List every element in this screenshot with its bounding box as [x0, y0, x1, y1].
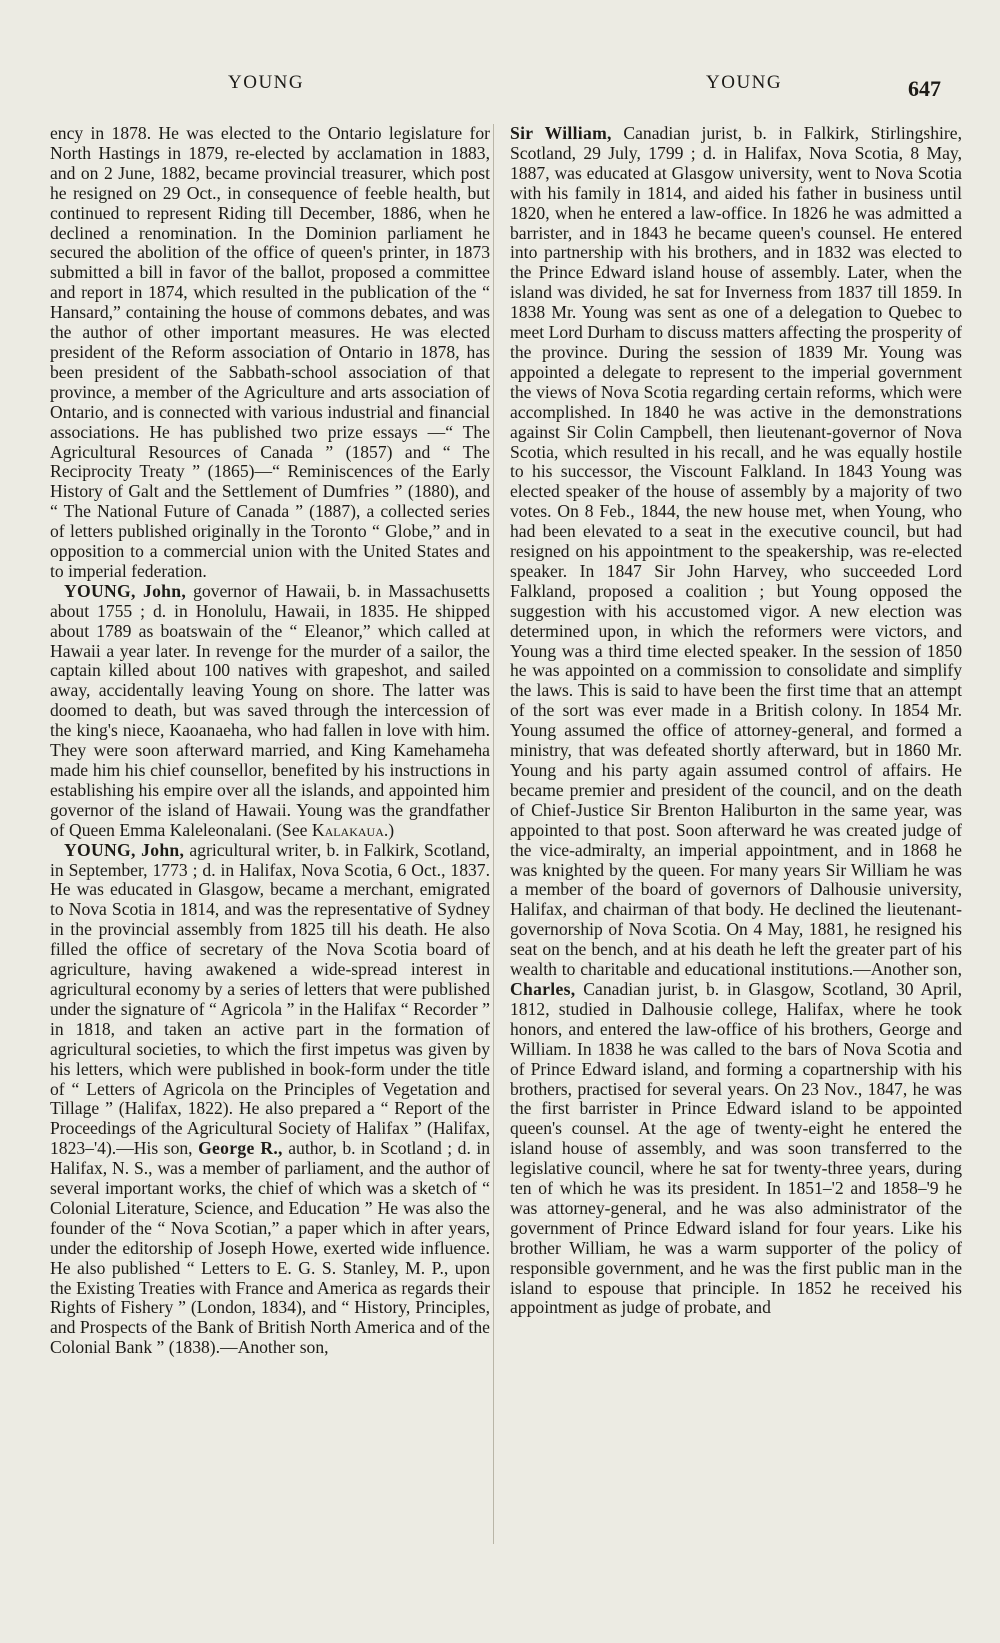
- entry-text: agricultural writer, b. in Falkirk, Scotland, in September, 1773 ; d. in Halifax, Nova Scotia, 6 Oct., 1837. He was educated in Glasgow, became a merchant, emigrated to Nova Scotia in 1814, and was the representative of Sydney in the provincial assembly from 1825 till his death. He also filled the office of secretary of the Nova Scotia board of agriculture, having awakened a wide-spread interest in agricultural economy by a series of letters that were published under the signature of “ Agricola ” in the Halifax “ Recorder ” in 1818, and taken an active part in the formation of agricultural societies, to which the first impetus was given by his letters, which were published in book-form under the title of “ Letters of Agricola on the Principles of Vegetation and Tillage ” (Halifax, 1822). He also prepared a “ Report of the Proceedings of the Agricultural Society of Halifax ” (Halifax, 1823–'4).—His son,: [50, 839, 490, 1159]
- sub-entry-name: George R.,: [198, 1138, 283, 1159]
- page-number: 647: [908, 76, 941, 101]
- entry-text: Canadian jurist, b. in Glasgow, Scotland, 30 April, 1812, studied in Dalhousie college, Halifax, where he took honors, and entered the law-office of his brothers, George and William. In 1838 he was called to the bars of Nova Scotia and of Prince Edward island, and forming a copartnership with his brothers, practised for several years. On 23 Nov., 1847, he was the first barrister in Prince Edward island to be appointed queen's counsel. At the age of twenty-eight he entered the island house of assembly, and was soon transferred to the legislative council, where he sat for twenty-three years, during ten of which he was its president. In 1851–'2 and 1858–'9 he was attorney-general, and he was also administrator of the government of Prince Edward island for four years. Like his brother William, he was a warm supporter of the policy of responsible government, and he was the first public man in the island to espouse that principle. In 1852 he received his appointment as judge of probate, and: [510, 978, 962, 1318]
- sub-entry-name: Charles,: [510, 978, 576, 999]
- entry-text: Canadian jurist, b. in Falkirk, Stirlingshire, Scotland, 29 July, 1799 ; d. in Halifax, Nova Scotia, 8 May, 1887, was educated at Glasgow university, went to Nova Scotia with his family in 1814, and aided his father in business until 1820, when he entered a law-office. In 1826 he was admitted a barrister, and in 1843 he became queen's counsel. He entered into partnership with his brothers, and in 1832 was elected to the Prince Edward island house of assembly. Later, when the island was divided, he sat for Inverness from 1837 till 1859. In 1838 Mr. Young was sent as one of a delegation to Quebec to meet Lord Durham to discuss matters affecting the prosperity of the province. During the session of 1839 Mr. Young was appointed a delegate to represent to the imperial government the views of Nova Scotia regarding certain reforms, which were accomplished. In 1840 he was active in the demonstrations against Sir Colin Campbell, then lieutenant-governor of Nova Scotia, which resulted in his recall, and he was equally hostile to his successor, the Viscount Falkland. In 1843 Young was elected speaker of the house of assembly by a majority of two votes. On 8 Feb., 1844, the new house met, when Young, who had been elevated to a seat in the executive council, but had resigned on his appointment to the speakership, was re-elected speaker. In 1847 Sir John Harvey, who succeeded Lord Falkland, proposed a coalition ; but Young opposed the suggestion with his accustomed vigor. A new election was determined upon, in which the reformers were victors, and Young was a third time elected speaker. In the session of 1850 he was appointed on a commission to consolidate and simplify the laws. This is said to have been the first time that an attempt of the sort was ever made in a British colony. In 1854 Mr. Young assumed the office of attorney-general, and formed a ministry, that was defeated shortly afterward, but in 1860 Mr. Young and his party again assumed control of affairs. He became premier and president of the council, and on the death of Chief-Justice Sir Brenton Haliburton in the same year, was appointed to that post. Soon afterward he was created judge of the vice-admiralty, an imperial appointment, and in 1868 he was knighted by the queen. For many years Sir William he was a member of the board of governors of Dalhousie university, Halifax, and chairman of that body. He declined the lieutenant-governorship of Nova Scotia. On 4 May, 1881, he resigned his seat on the bench, and at his death he left the greater part of his wealth to charitable and educational institutions.—Another son,: [510, 123, 962, 980]
- entry-text: governor of Hawaii, b. in Massachusetts about 1755 ; d. in Honolulu, Hawaii, in 1835. He shipped about 1789 as boatswain of the “ Eleanor,” which called at Hawaii a year later. In revenge for the murder of a sailor, the captain killed about 100 natives with grapeshot, and sailed away, accidentally leaving Young on shore. The latter was doomed to death, but was saved through the intercession of the king's niece, Kaoanaeha, who had fallen in love with him. They were soon afterward married, and King Kamehameha made him his chief counsellor, benefited by his instructions in establishing his empire over all the islands, and appointed him governor of the island of Hawaii. Young was the grandfather of Queen Emma Kaleleonalani. (See: [50, 580, 490, 840]
- right-column: [510, 124, 962, 1318]
- sub-entry-name: Sir William,: [510, 123, 612, 143]
- entry-text: author, b. in Scotland ; d. in Halifax, N. S., was a member of parliament, and the author of several important works, the chief of which was a sketch of “ Colonial Literature, Science, and Education ” He was also the founder of the “ Nova Scotian,” a paper which in after years, under the editorship of Joseph Howe, exerted wide influence. He also published “ Letters to E. G. S. Stanley, M. P., upon the Existing Treaties with France and America as regards their Rights of Fishery ” (London, 1834), and “ History, Principles, and Prospects of the Bank of British North America and of the Colonial Bank ” (1838).—Another son,: [50, 1138, 491, 1358]
- left-column: [50, 124, 490, 1358]
- cross-reference: Kalakaua: [311, 819, 384, 840]
- running-head-right: YOUNG: [706, 72, 783, 93]
- entry-sir-william: [510, 124, 962, 1318]
- running-head-left: YOUNG: [228, 72, 305, 93]
- entry-young-john-governor: [50, 582, 490, 841]
- entry-headword: YOUNG, John,: [64, 839, 185, 860]
- entry-young-john-agricultural: [50, 841, 490, 1359]
- entry-text: ency in 1878. He was elected to the Ontario legislature for North Hastings in 1879, re-elected by acclamation in 1883, and on 2 June, 1882, became provincial treasurer, which post he resigned on 29 Oct., in consequence of feeble health, but continued to represent Riding till December, 1886, when he declined a renomination. In the Dominion parliament he secured the abolition of the office of queen's printer, in 1873 submitted a bill in favor of the ballot, proposed a committee and report in 1874, which resulted in the publication of the “ Hansard,” containing the house of commons debates, and was the author of other important measures. He was elected president of the Reform association of Ontario in 1878, has been president of the Sabbath-school association of that province, a member of the Agriculture and arts association of Ontario, and is connected with various industrial and financial associations. He has published two prize essays —“ The Agricultural Resources of Canada ” (1857) and “ The Reciprocity Treaty ” (1865)—“ Reminiscences of the Early History of Galt and the Settlement of Dumfries ” (1880), and “ The National Future of Canada ” (1887), a collected series of letters published originally in the Toronto “ Globe,” and in opposition to a commercial union with the United States and to imperial federation.: [50, 123, 490, 581]
- entry-continuation: [50, 124, 490, 582]
- entry-headword: YOUNG, John,: [64, 580, 187, 601]
- column-divider: [493, 124, 494, 1544]
- entry-text: .): [383, 819, 395, 840]
